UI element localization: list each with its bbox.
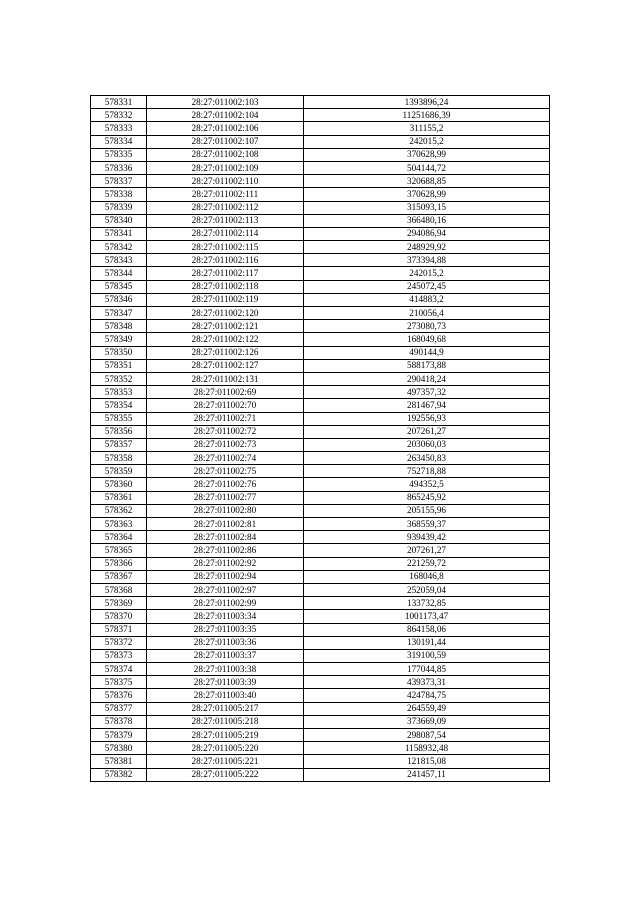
value-cell: 290418,24 bbox=[304, 372, 550, 385]
value-cell: 298087,54 bbox=[304, 729, 550, 742]
table-row bbox=[91, 188, 550, 201]
row-number-cell: 578374 bbox=[91, 663, 147, 676]
row-number-cell: 578355 bbox=[91, 412, 147, 425]
row-number-cell: 578362 bbox=[91, 504, 147, 517]
row-number-cell: 578347 bbox=[91, 307, 147, 320]
cadastral-number-cell: 28:27:011005:217 bbox=[147, 702, 304, 715]
value-cell: 245072,45 bbox=[304, 280, 550, 293]
cadastral-number-cell: 28:27:011005:222 bbox=[147, 768, 304, 781]
cadastral-number-cell: 28:27:011002:117 bbox=[147, 267, 304, 280]
cadastral-number-cell: 28:27:011003:38 bbox=[147, 663, 304, 676]
row-number-cell: 578358 bbox=[91, 452, 147, 465]
row-number-cell: 578377 bbox=[91, 702, 147, 715]
table-row bbox=[91, 570, 550, 583]
table-row bbox=[91, 478, 550, 491]
value-cell: 366480,16 bbox=[304, 214, 550, 227]
row-number-cell: 578333 bbox=[91, 122, 147, 135]
value-cell: 373669,09 bbox=[304, 715, 550, 728]
cadastral-number-cell: 28:27:011002:104 bbox=[147, 109, 304, 122]
cadastral-number-cell: 28:27:011002:74 bbox=[147, 452, 304, 465]
table-row bbox=[91, 610, 550, 623]
cadastral-number-cell: 28:27:011002:131 bbox=[147, 372, 304, 385]
cadastral-number-cell: 28:27:011005:221 bbox=[147, 755, 304, 768]
cadastral-number-cell: 28:27:011002:73 bbox=[147, 438, 304, 451]
value-cell: 1158932,48 bbox=[304, 742, 550, 755]
row-number-cell: 578340 bbox=[91, 214, 147, 227]
table-row bbox=[91, 346, 550, 359]
table-row bbox=[91, 135, 550, 148]
cadastral-number-cell: 28:27:011002:119 bbox=[147, 293, 304, 306]
value-cell: 370628,99 bbox=[304, 188, 550, 201]
row-number-cell: 578357 bbox=[91, 438, 147, 451]
table-row bbox=[91, 425, 550, 438]
cadastral-number-cell: 28:27:011003:34 bbox=[147, 610, 304, 623]
row-number-cell: 578342 bbox=[91, 241, 147, 254]
row-number-cell: 578349 bbox=[91, 333, 147, 346]
table-row bbox=[91, 280, 550, 293]
row-number-cell: 578371 bbox=[91, 623, 147, 636]
row-number-cell: 578341 bbox=[91, 227, 147, 240]
value-cell: 210056,4 bbox=[304, 307, 550, 320]
row-number-cell: 578382 bbox=[91, 768, 147, 781]
table-row bbox=[91, 372, 550, 385]
table-row bbox=[91, 452, 550, 465]
value-cell: 203060,03 bbox=[304, 438, 550, 451]
table-row bbox=[91, 583, 550, 596]
value-cell: 439373,31 bbox=[304, 676, 550, 689]
value-cell: 370628,99 bbox=[304, 148, 550, 161]
value-cell: 263450,83 bbox=[304, 452, 550, 465]
cadastral-number-cell: 28:27:011002:108 bbox=[147, 148, 304, 161]
value-cell: 248929,92 bbox=[304, 241, 550, 254]
cadastral-number-cell: 28:27:011002:71 bbox=[147, 412, 304, 425]
table-row bbox=[91, 267, 550, 280]
row-number-cell: 578344 bbox=[91, 267, 147, 280]
table-row bbox=[91, 676, 550, 689]
cadastral-number-cell: 28:27:011002:121 bbox=[147, 320, 304, 333]
row-number-cell: 578352 bbox=[91, 372, 147, 385]
cadastral-number-cell: 28:27:011003:40 bbox=[147, 689, 304, 702]
table-row bbox=[91, 491, 550, 504]
value-cell: 192556,93 bbox=[304, 412, 550, 425]
cadastral-number-cell: 28:27:011002:97 bbox=[147, 583, 304, 596]
value-cell: 319100,59 bbox=[304, 649, 550, 662]
value-cell: 368559,37 bbox=[304, 518, 550, 531]
value-cell: 494352,5 bbox=[304, 478, 550, 491]
value-cell: 273080,73 bbox=[304, 320, 550, 333]
table-row bbox=[91, 636, 550, 649]
cadastral-number-cell: 28:27:011003:35 bbox=[147, 623, 304, 636]
row-number-cell: 578354 bbox=[91, 399, 147, 412]
value-cell: 221259,72 bbox=[304, 557, 550, 570]
value-cell: 242015,2 bbox=[304, 267, 550, 280]
row-number-cell: 578339 bbox=[91, 201, 147, 214]
cadastral-number-cell: 28:27:011002:77 bbox=[147, 491, 304, 504]
table-row bbox=[91, 359, 550, 372]
table-row bbox=[91, 307, 550, 320]
value-cell: 205155,96 bbox=[304, 504, 550, 517]
table-row bbox=[91, 544, 550, 557]
value-cell: 168046,8 bbox=[304, 570, 550, 583]
row-number-cell: 578373 bbox=[91, 649, 147, 662]
cadastral-number-cell: 28:27:011002:111 bbox=[147, 188, 304, 201]
table-row bbox=[91, 597, 550, 610]
row-number-cell: 578338 bbox=[91, 188, 147, 201]
table-row bbox=[91, 438, 550, 451]
cadastral-number-cell: 28:27:011002:120 bbox=[147, 307, 304, 320]
value-cell: 865245,92 bbox=[304, 491, 550, 504]
value-cell: 1001173,47 bbox=[304, 610, 550, 623]
table-row bbox=[91, 201, 550, 214]
row-number-cell: 578356 bbox=[91, 425, 147, 438]
cadastral-number-cell: 28:27:011002:113 bbox=[147, 214, 304, 227]
table-row bbox=[91, 96, 550, 109]
cadastral-number-cell: 28:27:011002:103 bbox=[147, 96, 304, 109]
value-cell: 177044,85 bbox=[304, 663, 550, 676]
cadastral-number-cell: 28:27:011002:106 bbox=[147, 122, 304, 135]
table-row bbox=[91, 148, 550, 161]
table-row bbox=[91, 768, 550, 781]
row-number-cell: 578376 bbox=[91, 689, 147, 702]
value-cell: 207261,27 bbox=[304, 425, 550, 438]
row-number-cell: 578336 bbox=[91, 161, 147, 174]
cadastral-number-cell: 28:27:011002:118 bbox=[147, 280, 304, 293]
value-cell: 311155,2 bbox=[304, 122, 550, 135]
cadastral-number-cell: 28:27:011002:116 bbox=[147, 254, 304, 267]
table-row bbox=[91, 122, 550, 135]
table-row bbox=[91, 729, 550, 742]
cadastral-number-cell: 28:27:011002:86 bbox=[147, 544, 304, 557]
table-row bbox=[91, 702, 550, 715]
table-row bbox=[91, 518, 550, 531]
row-number-cell: 578345 bbox=[91, 280, 147, 293]
row-number-cell: 578332 bbox=[91, 109, 147, 122]
table-row bbox=[91, 386, 550, 399]
value-cell: 490144,9 bbox=[304, 346, 550, 359]
row-number-cell: 578334 bbox=[91, 135, 147, 148]
row-number-cell: 578359 bbox=[91, 465, 147, 478]
table-row bbox=[91, 531, 550, 544]
table-row bbox=[91, 742, 550, 755]
cadastral-number-cell: 28:27:011002:92 bbox=[147, 557, 304, 570]
cadastral-number-cell: 28:27:011002:112 bbox=[147, 201, 304, 214]
cadastral-number-cell: 28:27:011002:110 bbox=[147, 175, 304, 188]
table-row bbox=[91, 161, 550, 174]
row-number-cell: 578375 bbox=[91, 676, 147, 689]
row-number-cell: 578360 bbox=[91, 478, 147, 491]
cadastral-number-cell: 28:27:011002:99 bbox=[147, 597, 304, 610]
value-cell: 424784,75 bbox=[304, 689, 550, 702]
row-number-cell: 578372 bbox=[91, 636, 147, 649]
row-number-cell: 578365 bbox=[91, 544, 147, 557]
row-number-cell: 578366 bbox=[91, 557, 147, 570]
value-cell: 130191,44 bbox=[304, 636, 550, 649]
table-row bbox=[91, 214, 550, 227]
row-number-cell: 578337 bbox=[91, 175, 147, 188]
row-number-cell: 578348 bbox=[91, 320, 147, 333]
cadastral-number-cell: 28:27:011003:36 bbox=[147, 636, 304, 649]
cadastral-number-cell: 28:27:011002:107 bbox=[147, 135, 304, 148]
table-row bbox=[91, 254, 550, 267]
cadastral-number-cell: 28:27:011002:76 bbox=[147, 478, 304, 491]
row-number-cell: 578350 bbox=[91, 346, 147, 359]
row-number-cell: 578364 bbox=[91, 531, 147, 544]
cadastral-number-cell: 28:27:011005:218 bbox=[147, 715, 304, 728]
cadastral-number-cell: 28:27:011002:84 bbox=[147, 531, 304, 544]
value-cell: 588173,88 bbox=[304, 359, 550, 372]
row-number-cell: 578331 bbox=[91, 96, 147, 109]
table-row bbox=[91, 227, 550, 240]
table-row bbox=[91, 293, 550, 306]
data-table bbox=[90, 95, 550, 782]
cadastral-number-cell: 28:27:011002:127 bbox=[147, 359, 304, 372]
row-number-cell: 578368 bbox=[91, 583, 147, 596]
value-cell: 1393896,24 bbox=[304, 96, 550, 109]
value-cell: 264559,49 bbox=[304, 702, 550, 715]
table-row bbox=[91, 465, 550, 478]
value-cell: 864158,06 bbox=[304, 623, 550, 636]
row-number-cell: 578353 bbox=[91, 386, 147, 399]
value-cell: 315093,15 bbox=[304, 201, 550, 214]
cadastral-number-cell: 28:27:011002:72 bbox=[147, 425, 304, 438]
table-row bbox=[91, 399, 550, 412]
cadastral-number-cell: 28:27:011002:114 bbox=[147, 227, 304, 240]
value-cell: 752718,88 bbox=[304, 465, 550, 478]
row-number-cell: 578378 bbox=[91, 715, 147, 728]
cadastral-number-cell: 28:27:011002:69 bbox=[147, 386, 304, 399]
value-cell: 414883,2 bbox=[304, 293, 550, 306]
cadastral-number-cell: 28:27:011002:75 bbox=[147, 465, 304, 478]
table-row bbox=[91, 241, 550, 254]
value-cell: 241457,11 bbox=[304, 768, 550, 781]
table-row bbox=[91, 755, 550, 768]
row-number-cell: 578346 bbox=[91, 293, 147, 306]
row-number-cell: 578381 bbox=[91, 755, 147, 768]
cadastral-number-cell: 28:27:011003:37 bbox=[147, 649, 304, 662]
value-cell: 320688,85 bbox=[304, 175, 550, 188]
table-row bbox=[91, 557, 550, 570]
value-cell: 121815,08 bbox=[304, 755, 550, 768]
value-cell: 497357,32 bbox=[304, 386, 550, 399]
cadastral-number-cell: 28:27:011002:115 bbox=[147, 241, 304, 254]
cadastral-number-cell: 28:27:011005:220 bbox=[147, 742, 304, 755]
cadastral-number-cell: 28:27:011003:39 bbox=[147, 676, 304, 689]
row-number-cell: 578370 bbox=[91, 610, 147, 623]
row-number-cell: 578361 bbox=[91, 491, 147, 504]
row-number-cell: 578369 bbox=[91, 597, 147, 610]
table-row bbox=[91, 689, 550, 702]
value-cell: 168049,68 bbox=[304, 333, 550, 346]
table-body bbox=[91, 96, 550, 782]
cadastral-number-cell: 28:27:011002:81 bbox=[147, 518, 304, 531]
value-cell: 939439,42 bbox=[304, 531, 550, 544]
row-number-cell: 578363 bbox=[91, 518, 147, 531]
value-cell: 242015,2 bbox=[304, 135, 550, 148]
cadastral-number-cell: 28:27:011002:94 bbox=[147, 570, 304, 583]
row-number-cell: 578379 bbox=[91, 729, 147, 742]
row-number-cell: 578335 bbox=[91, 148, 147, 161]
cadastral-number-cell: 28:27:011002:109 bbox=[147, 161, 304, 174]
value-cell: 252059,04 bbox=[304, 583, 550, 596]
value-cell: 207261,27 bbox=[304, 544, 550, 557]
table-row bbox=[91, 109, 550, 122]
row-number-cell: 578351 bbox=[91, 359, 147, 372]
cadastral-number-cell: 28:27:011002:122 bbox=[147, 333, 304, 346]
table-row bbox=[91, 649, 550, 662]
value-cell: 373394,88 bbox=[304, 254, 550, 267]
cadastral-number-cell: 28:27:011005:219 bbox=[147, 729, 304, 742]
cadastral-number-cell: 28:27:011002:70 bbox=[147, 399, 304, 412]
value-cell: 294086,94 bbox=[304, 227, 550, 240]
table-row bbox=[91, 320, 550, 333]
table-row bbox=[91, 412, 550, 425]
row-number-cell: 578380 bbox=[91, 742, 147, 755]
table-row bbox=[91, 715, 550, 728]
value-cell: 11251686,39 bbox=[304, 109, 550, 122]
table-row bbox=[91, 663, 550, 676]
cadastral-number-cell: 28:27:011002:80 bbox=[147, 504, 304, 517]
table-row bbox=[91, 175, 550, 188]
cadastral-number-cell: 28:27:011002:126 bbox=[147, 346, 304, 359]
row-number-cell: 578343 bbox=[91, 254, 147, 267]
table-row bbox=[91, 504, 550, 517]
value-cell: 504144,72 bbox=[304, 161, 550, 174]
row-number-cell: 578367 bbox=[91, 570, 147, 583]
value-cell: 133732,85 bbox=[304, 597, 550, 610]
table-row bbox=[91, 623, 550, 636]
table-row bbox=[91, 333, 550, 346]
value-cell: 281467,94 bbox=[304, 399, 550, 412]
